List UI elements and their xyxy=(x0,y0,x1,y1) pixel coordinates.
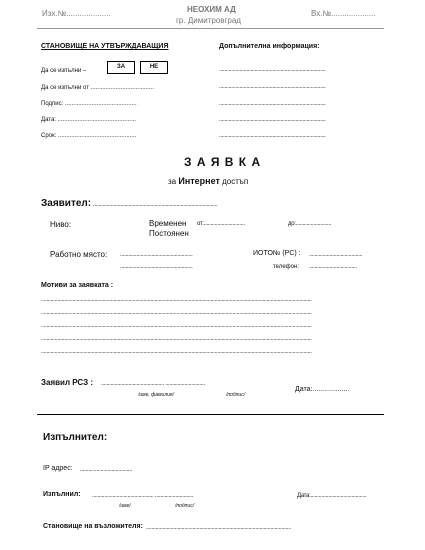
approval-title: СТАНОВИЩЕ НА УТВЪРЖДАВАЩИЯ xyxy=(41,43,169,50)
approve-for-box[interactable]: ЗА xyxy=(107,61,135,74)
executed-by-label: Изпълнил: xyxy=(43,491,81,498)
reason-line[interactable]: ...................................................................................................................................................................................................... xyxy=(41,349,312,355)
requested-sign-caption: /подпис/ xyxy=(226,392,246,398)
executed-name-caption: /име/ xyxy=(119,503,131,509)
iotono-label: ИОТО№ (PC) : xyxy=(253,250,301,257)
reason-line[interactable]: ...................................................................................................................................................................................................... xyxy=(41,336,312,342)
header-divider xyxy=(37,28,384,29)
approval-date-field[interactable]: Дата: ............................................... xyxy=(41,117,136,123)
additional-info-title: Допълнителна информация: xyxy=(219,43,320,50)
execute-label: Да се изпълни – xyxy=(41,68,87,74)
additional-info-line[interactable]: .............................................................................. xyxy=(219,117,326,123)
reason-line[interactable]: ...................................................................................................................................................................................................... xyxy=(41,323,312,329)
company-city: гр. Димитровград xyxy=(176,16,241,25)
additional-info-line[interactable]: .............................................................................. xyxy=(219,84,326,90)
reason-line[interactable]: ...................................................................................................................................................................................................... xyxy=(41,297,312,303)
section-divider xyxy=(37,414,384,415)
ip-address-label: IP адрес: xyxy=(43,465,73,472)
phone-field[interactable]: ................................... xyxy=(309,264,357,270)
executed-sign-caption: /подпис/ xyxy=(175,503,195,509)
level-permanent[interactable]: Постоянен xyxy=(149,229,189,238)
execute-by-field[interactable]: Да се изпълни от ...................................... xyxy=(41,85,154,91)
request-title: З А Я В К А xyxy=(184,155,262,169)
period-from-field[interactable]: от:.............................. xyxy=(197,221,245,227)
iotono-field[interactable]: ....................................... xyxy=(309,252,363,258)
additional-info-line[interactable]: .............................................................................. xyxy=(219,101,326,107)
ip-address-field[interactable]: ...................................... xyxy=(80,467,132,473)
executor-label: Изпълнител: xyxy=(43,432,108,443)
workplace-label: Работно място: xyxy=(50,250,108,259)
outgoing-number: Изх.№.................... xyxy=(42,9,111,18)
requested-by-field[interactable]: .............................................. ............................. xyxy=(101,381,205,387)
requested-name-caption: /име, фамилия/ xyxy=(138,392,174,398)
assigner-opinion-field[interactable]: .......................................................................................................... xyxy=(146,525,291,531)
approve-against-box[interactable]: НЕ xyxy=(140,61,168,74)
reasons-label: Мотиви за заявката : xyxy=(41,282,114,289)
requested-by-label: Заявил РСЗ : xyxy=(41,378,93,387)
workplace-field-2[interactable]: ..................................................... xyxy=(120,264,193,270)
level-label: Ниво: xyxy=(50,220,72,229)
workplace-field[interactable]: ..................................................... xyxy=(120,252,193,258)
period-to-field[interactable]: до:.......................... xyxy=(288,221,332,227)
executed-date-field[interactable]: Дата:......................................... xyxy=(297,493,367,499)
level-temporary[interactable]: Временен xyxy=(149,219,187,228)
applicant-label: Заявител: xyxy=(41,198,92,209)
request-subtitle: за Интернет достъп xyxy=(168,176,249,186)
executed-by-field[interactable]: ............................................. ............................ xyxy=(92,493,194,499)
applicant-name-field[interactable]: ........................................................................................... xyxy=(93,202,218,208)
company-name: НЕОХИМ АД xyxy=(187,5,236,14)
deadline-field[interactable]: Срок: ............................................... xyxy=(41,133,137,139)
additional-info-line[interactable]: .............................................................................. xyxy=(219,67,326,73)
incoming-number: Вх.№.................... xyxy=(311,9,376,18)
assigner-opinion-label: Становище на възложителя: xyxy=(43,523,143,530)
phone-label: телефон: xyxy=(273,264,299,270)
reason-line[interactable]: ...................................................................................................................................................................................................... xyxy=(41,310,312,316)
approval-signature-field[interactable]: Подпис: ........................................... xyxy=(41,101,137,107)
additional-info-line[interactable]: .............................................................................. xyxy=(219,133,326,139)
requested-date-field[interactable]: Дата:................... xyxy=(295,386,350,393)
